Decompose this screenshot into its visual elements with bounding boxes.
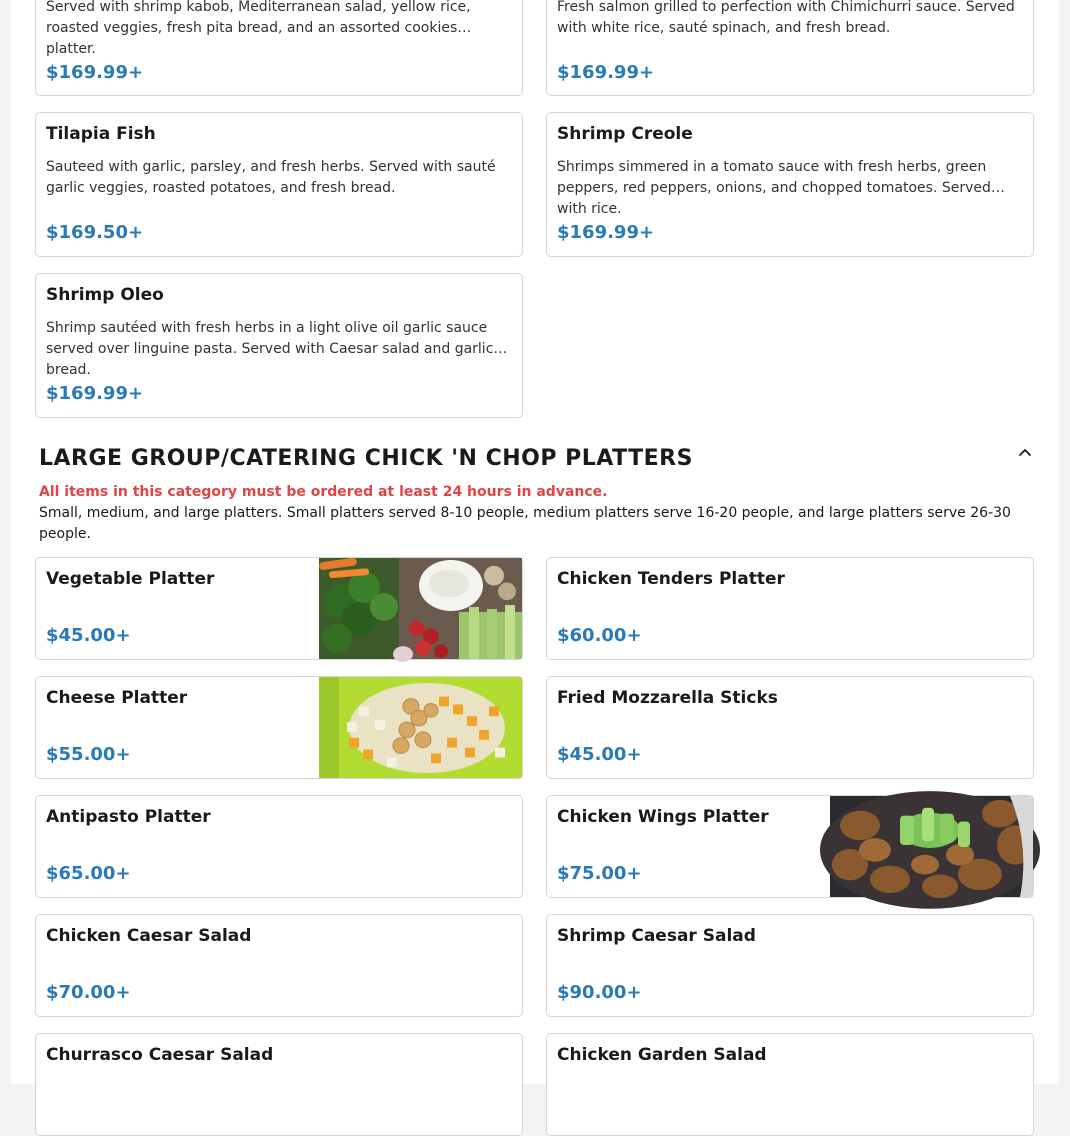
menu-item-price: $70.00+ [46,982,131,1003]
menu-item-name: Antipasto Platter [46,807,211,827]
chicken-wings-photo [830,796,1033,897]
menu-item-price: $65.00+ [46,863,131,884]
menu-item-card[interactable] [35,1033,523,1136]
menu-item-card[interactable] [546,795,1034,898]
section-title: LARGE GROUP/CATERING CHICK 'N CHOP PLATTERS [39,446,693,471]
menu-item-card[interactable] [546,676,1034,779]
menu-item-card[interactable] [35,273,523,418]
menu-item-description: Served with shrimp kabob, Mediterranean salad, yellow rice, roasted veggies, fresh pita bread, and an assorted cookies platter. [46,0,471,57]
menu-item-card[interactable] [35,112,523,257]
menu-item-card[interactable] [546,914,1034,1017]
menu-item-price: $45.00+ [557,744,642,765]
menu-item-price: $169.99+ [557,222,655,243]
menu-item-price: $90.00+ [557,982,642,1003]
menu-item-price: $169.99+ [46,62,144,83]
menu-item-card[interactable] [546,112,1034,257]
menu-item-name: Chicken Tenders Platter [557,569,785,589]
advance-order-notice: All items in this category must be ordered at least 24 hours in advance. [39,484,608,500]
menu-item-price: $169.99+ [557,62,655,83]
menu-item-name: Chicken Garden Salad [557,1045,767,1065]
menu-item-card[interactable] [35,795,523,898]
menu-item-name: Chicken Wings Platter [557,807,769,827]
cheese-platter-photo [319,677,522,778]
menu-item-description: Sauteed with garlic, parsley, and fresh herbs. Served with sauté garlic veggies, roasted potatoes, and fresh bread. [46,159,496,196]
menu-item-card[interactable] [546,0,1034,96]
menu-item-price: $60.00+ [557,625,642,646]
menu-item-price: $169.99+ [46,383,144,404]
menu-item-name: Shrimp Caesar Salad [557,926,756,946]
menu-item-name: Churrasco Caesar Salad [46,1045,274,1065]
menu-item-card[interactable] [35,0,523,96]
menu-item-card[interactable] [35,676,523,779]
menu-item-name: Shrimp Oleo [46,285,164,305]
menu-item-description: Shrimps simmered in a tomato sauce with fresh herbs, green peppers, red peppers, onions, and chopped tomatoes. Served with rice. [557,159,991,217]
menu-item-description: Fresh salmon grilled to perfection with Chimichurri sauce. Served with white rice, sauté spinach, and fresh bread. [557,0,1015,36]
menu-item-name: Fried Mozzarella Sticks [557,688,778,708]
menu-item-card[interactable] [35,557,523,660]
section-description: Small, medium, and large platters. Small platters served 8-10 people, medium platters serve 16-20 people, and large platters serve 26-30 people. [39,505,1011,542]
menu-page [11,0,1059,1084]
menu-item-price: $45.00+ [46,625,131,646]
menu-item-price: $55.00+ [46,744,131,765]
chevron-up-icon[interactable] [1014,441,1036,463]
menu-item-description: Shrimp sautéed with fresh herbs in a light olive oil garlic sauce served over linguine pasta. Served with Caesar salad and garlic bread. [46,320,494,378]
menu-item-name: Shrimp Creole [557,124,693,144]
menu-item-card[interactable] [546,1033,1034,1136]
vegetable-platter-photo [319,558,522,659]
menu-item-card[interactable] [35,914,523,1017]
menu-item-price: $169.50+ [46,222,144,243]
menu-item-name: Cheese Platter [46,688,188,708]
menu-item-price: $75.00+ [557,863,642,884]
menu-item-name: Vegetable Platter [46,569,215,589]
menu-item-name: Chicken Caesar Salad [46,926,252,946]
menu-item-name: Tilapia Fish [46,124,156,144]
menu-item-card[interactable] [546,557,1034,660]
